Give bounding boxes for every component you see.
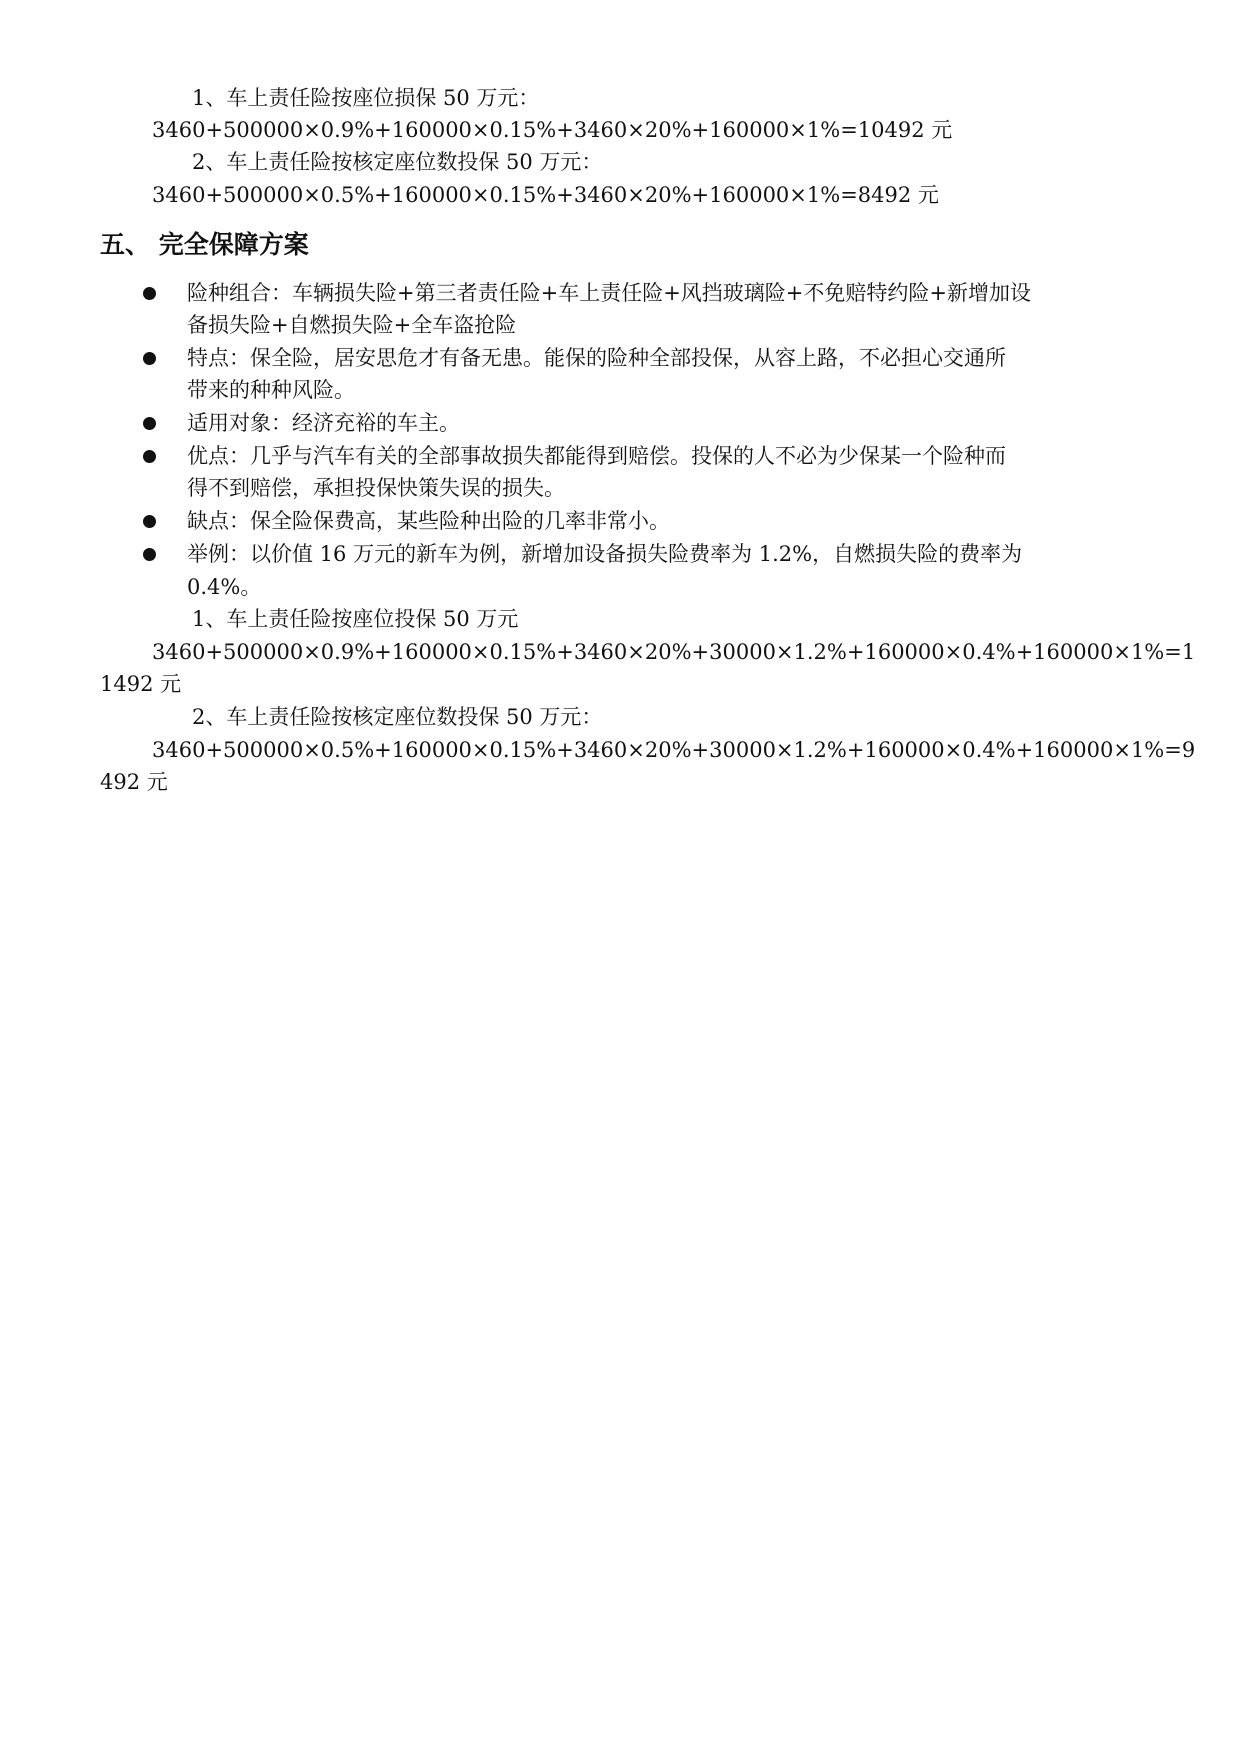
bullet-dot-icon xyxy=(143,548,156,561)
bullet-text-line: 0.4%。 xyxy=(187,575,262,599)
case-b-item-1: 1、车上责任险按座位投保 50 万元 xyxy=(192,607,519,631)
bullet-text-line: 举例：以价值 16 万元的新车为例，新增加设备损失险费率为 1.2%，自燃损失险的费率为 xyxy=(187,542,1023,566)
case-a-item-2: 2、车上责任险按核定座位数投保 50 万元： xyxy=(192,150,603,174)
case-b-formula-1-cont: 1492 元 xyxy=(100,672,182,696)
bullet-dot-icon xyxy=(143,515,156,528)
bullet-text-line: 适用对象：经济充裕的车主。 xyxy=(187,411,460,435)
case-b-formula-2: 3460+500000×0.5%+160000×0.15%+3460×20%+30000×1.2%+160000×0.4%+160000×1%=9 xyxy=(152,738,1196,762)
bullet-text-line: 缺点：保全险保费高，某些险种出险的几率非常小。 xyxy=(187,509,670,533)
bullet-text-line: 特点：保全险，居安思危才有备无患。能保的险种全部投保，从容上路，不必担心交通所 xyxy=(187,346,1006,370)
bullet-text-line: 优点：几乎与汽车有关的全部事故损失都能得到赔偿。投保的人不必为少保某一个险种而 xyxy=(187,444,1006,468)
bullet-text-line: 备损失险+自燃损失险+全车盗抢险 xyxy=(187,313,517,337)
bullet-text-line: 带来的种种风险。 xyxy=(187,378,355,402)
section-heading: 五、 完全保障方案 xyxy=(100,230,309,259)
bullet-dot-icon xyxy=(143,287,156,300)
bullet-dot-icon xyxy=(143,352,156,365)
case-b-formula-2-cont: 492 元 xyxy=(100,770,168,794)
bullet-dot-icon xyxy=(143,417,156,430)
case-b-item-2: 2、车上责任险按核定座位数投保 50 万元： xyxy=(192,705,603,729)
case-a-formula-1: 3460+500000×0.9%+160000×0.15%+3460×20%+160000×1%=10492 元 xyxy=(152,118,953,142)
bullet-dot-icon xyxy=(143,450,156,463)
case-a-item-1: 1、车上责任险按座位损保 50 万元： xyxy=(192,86,540,110)
case-a-formula-2: 3460+500000×0.5%+160000×0.15%+3460×20%+160000×1%=8492 元 xyxy=(152,183,939,207)
bullet-text-line: 得不到赔偿，承担投保快策失误的损失。 xyxy=(187,476,565,500)
case-b-formula-1: 3460+500000×0.9%+160000×0.15%+3460×20%+30000×1.2%+160000×0.4%+160000×1%=1 xyxy=(152,640,1196,664)
bullet-text-line: 险种组合：车辆损失险+第三者责任险+车上责任险+风挡玻璃险+不免赔特约险+新增加设 xyxy=(187,281,1031,305)
